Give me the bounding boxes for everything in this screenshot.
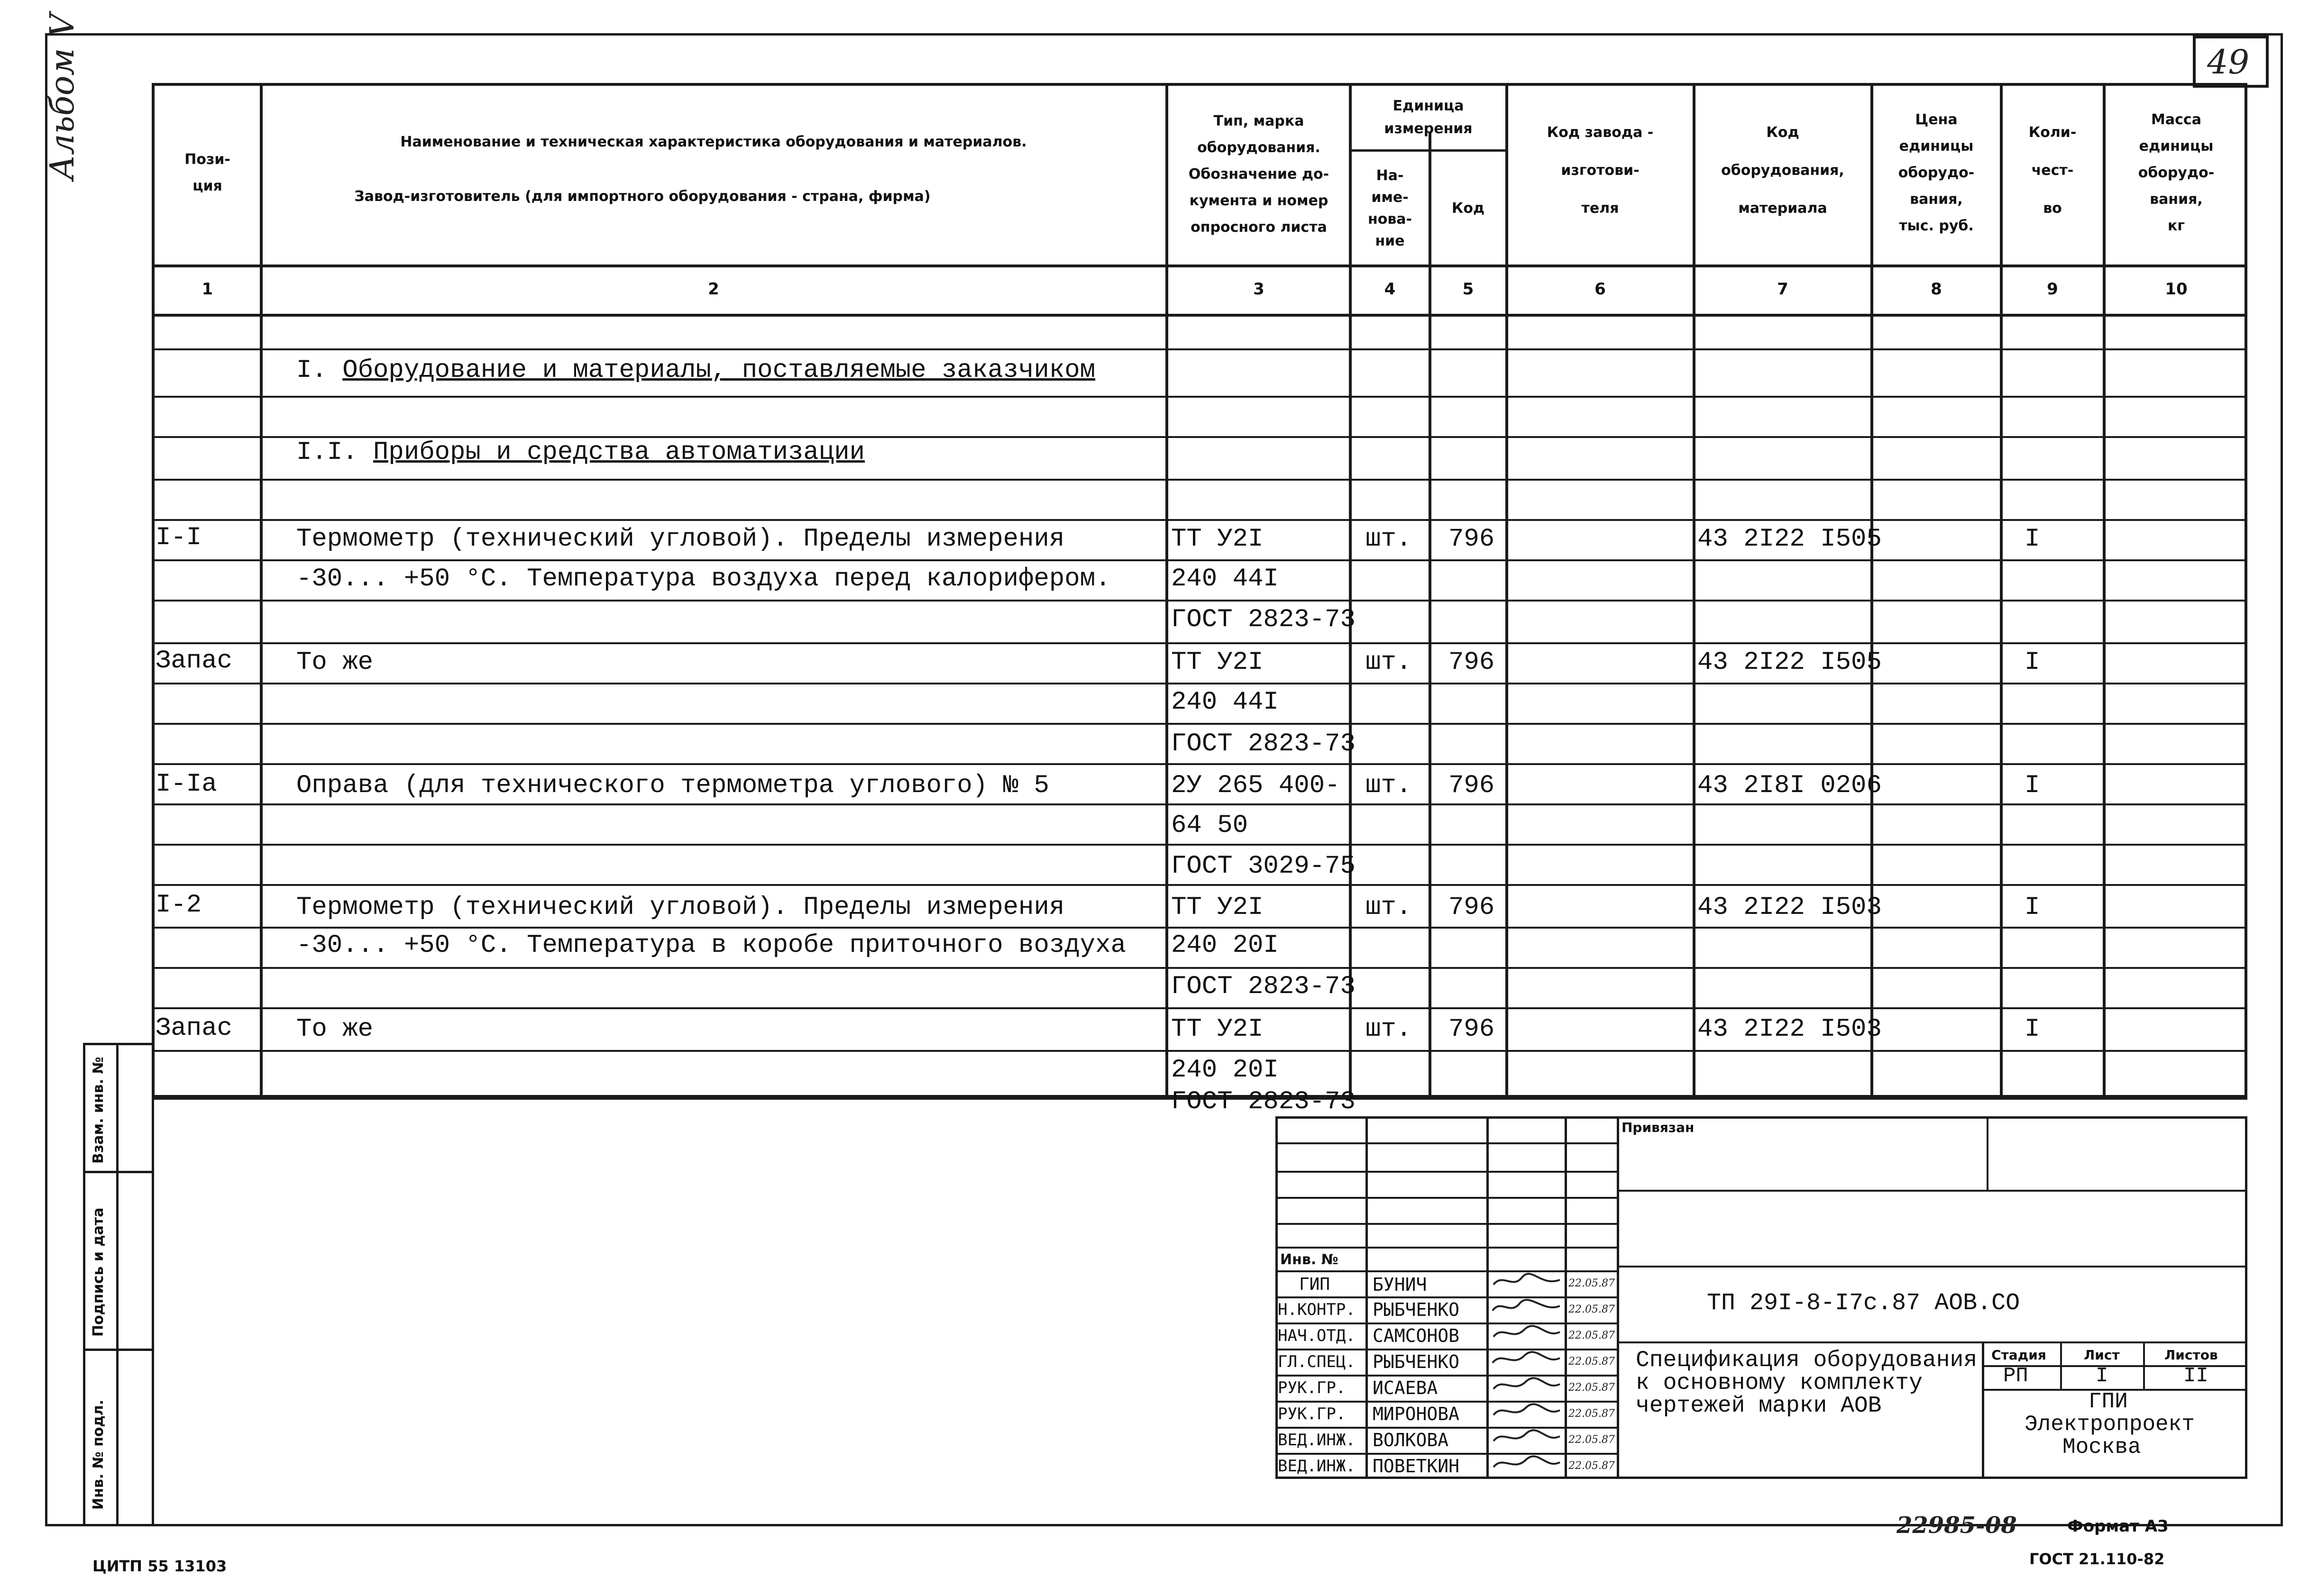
cinti-label: ЦИТП 55 13103 xyxy=(92,1557,227,1575)
person-date-3: 22.05.87 xyxy=(1568,1330,1615,1341)
col-number-6: 6 xyxy=(1594,280,1606,299)
person-role-3: НАЧ.ОТД. xyxy=(1278,1326,1356,1345)
section-1-1-title xyxy=(296,438,865,467)
row-3-name-line1: Оправа (для технического термометра углового) № 5 xyxy=(296,771,1049,800)
col-number-1: 1 xyxy=(202,280,213,299)
header-type: Тип, марка оборудования. Обозначение до- кумента и номер опросного листа xyxy=(1188,112,1329,236)
signature-2 xyxy=(1493,1300,1560,1311)
row-1-type-line2: 240 44I xyxy=(1171,565,1279,593)
row-3-type-line3: ГОСТ 3029-75 xyxy=(1171,852,1356,881)
row-5-equipment-code: 43 2I22 I503 xyxy=(1697,1015,1882,1044)
person-name-2: РЫБЧЕНКО xyxy=(1373,1299,1460,1320)
document-title-line1: Спецификация оборудования xyxy=(1636,1348,1978,1373)
person-name-3: САМСОНОВ xyxy=(1373,1325,1460,1346)
person-role-6: РУК.ГР. xyxy=(1278,1404,1346,1423)
row-3-unit-code: 796 xyxy=(1448,771,1495,800)
person-date-7: 22.05.87 xyxy=(1568,1434,1615,1446)
row-1-equipment-code: 43 2I22 I505 xyxy=(1697,525,1882,554)
person-name-8: ПОВЕТКИН xyxy=(1373,1456,1460,1477)
person-date-6: 22.05.87 xyxy=(1568,1408,1615,1420)
person-role-7: ВЕД.ИНЖ. xyxy=(1278,1431,1356,1450)
row-3-type-line2: 64 50 xyxy=(1171,811,1248,840)
row-1-name-line2: -30... +50 °C. Температура воздуха перед калорифером. xyxy=(296,565,1111,593)
col-number-3: 3 xyxy=(1253,280,1264,299)
privyazan-label: Привязан xyxy=(1622,1120,1695,1135)
col-number-9: 9 xyxy=(2047,280,2058,299)
header-factory-code: Код завода - изготови- теля xyxy=(1547,124,1654,217)
col-number-5: 5 xyxy=(1462,280,1474,299)
row-3-type-line1: 2У 265 400- xyxy=(1171,771,1340,800)
inv-no-label: Инв. № xyxy=(1280,1251,1338,1268)
row-2-equipment-code: 43 2I22 I505 xyxy=(1697,648,1882,677)
person-name-5: ИСАЕВА xyxy=(1373,1377,1438,1398)
org-line3: Москва xyxy=(2062,1435,2141,1459)
signature-3 xyxy=(1493,1326,1560,1337)
row-5-type-line2: 240 20I xyxy=(1171,1056,1279,1085)
album-label: Альбом V xyxy=(43,13,82,180)
person-date-5: 22.05.87 xyxy=(1568,1382,1615,1394)
header-name-line2: Завод-изготовитель (для импортного оборудования - страна, фирма) xyxy=(354,188,931,205)
person-date-8: 22.05.87 xyxy=(1568,1460,1615,1472)
signature-6 xyxy=(1493,1404,1560,1415)
row-2-unit: шт. xyxy=(1365,648,1412,677)
row-3-quantity: I xyxy=(2025,771,2040,800)
signature-7 xyxy=(1493,1430,1560,1441)
row-2-type-line1: ТТ У2I xyxy=(1171,648,1264,677)
row-4-name-line2: -30... +50 °C. Температура в коробе приточного воздуха xyxy=(296,931,1126,960)
header-name-line1: Наименование и техническая характеристика оборудования и материалов. xyxy=(400,134,1027,150)
row-5-unit-code: 796 xyxy=(1448,1015,1495,1044)
section-1-number: I. xyxy=(296,356,327,385)
signature-1 xyxy=(1493,1274,1560,1285)
header-equipment-code: Код оборудования, материала xyxy=(1721,124,1844,217)
sheet-value: I xyxy=(2096,1364,2108,1388)
format-label: Формат А3 xyxy=(2067,1517,2169,1536)
row-5-type-line1: ТТ У2I xyxy=(1171,1015,1264,1044)
row-3-unit: шт. xyxy=(1365,771,1412,800)
stage-header: Стадия xyxy=(1991,1347,2046,1363)
header-position: Пози- ция xyxy=(184,151,230,194)
row-4-type-line3: ГОСТ 2823-73 xyxy=(1171,972,1356,1001)
row-2-position: Запас xyxy=(156,647,233,675)
row-1-quantity: I xyxy=(2025,525,2040,554)
person-role-8: ВЕД.ИНЖ. xyxy=(1278,1457,1356,1476)
row-4-equipment-code: 43 2I22 I503 xyxy=(1697,893,1882,922)
col-number-4: 4 xyxy=(1384,280,1396,299)
row-1-type-line1: ТТ У2I xyxy=(1171,525,1264,554)
row-3-position: I-Ia xyxy=(156,770,217,799)
document-title-line2: к основному комплекту xyxy=(1636,1370,1923,1396)
signature-4 xyxy=(1493,1352,1560,1363)
section-1-1-label: Приборы и средства автоматизации xyxy=(373,438,865,467)
document-title-line3: чертежей марки АОВ xyxy=(1636,1393,1882,1419)
sheet-header: Лист xyxy=(2084,1347,2120,1363)
row-4-position: I-2 xyxy=(156,891,202,920)
row-3-equipment-code: 43 2I8I 0206 xyxy=(1697,771,1882,800)
row-2-type-line2: 240 44I xyxy=(1171,688,1279,717)
stage-value: РП xyxy=(2003,1364,2028,1388)
header-price: Цена единицы оборудо- вания, тыс. руб. xyxy=(1898,111,1975,234)
row-4-type-line1: ТТ У2I xyxy=(1171,893,1264,922)
row-1-type-line3: ГОСТ 2823-73 xyxy=(1171,605,1356,634)
person-date-2: 22.05.87 xyxy=(1568,1304,1615,1315)
sheets-header: Листов xyxy=(2164,1347,2218,1363)
row-4-type-line2: 240 20I xyxy=(1171,931,1279,960)
row-5-quantity: I xyxy=(2025,1015,2040,1044)
section-1-label: Оборудование и материалы, поставляемые заказчиком xyxy=(342,356,1096,385)
col-number-7: 7 xyxy=(1777,280,1788,299)
person-role-1: ГИП xyxy=(1299,1275,1330,1294)
org-line2: Электропроект xyxy=(2025,1412,2195,1437)
row-2-name-line1: То же xyxy=(296,648,374,677)
sheets-value: II xyxy=(2183,1364,2208,1388)
person-date-1: 22.05.87 xyxy=(1568,1277,1615,1289)
signatures xyxy=(1489,1270,1565,1479)
person-date-4: 22.05.87 xyxy=(1568,1356,1615,1368)
col-number-2: 2 xyxy=(708,280,719,299)
gost-bottom: ГОСТ 21.110-82 xyxy=(2029,1550,2165,1568)
row-1-unit-code: 796 xyxy=(1448,525,1495,554)
header-quantity: Коли- чест- во xyxy=(2028,124,2077,217)
row-1-unit: шт. xyxy=(1365,525,1412,554)
bottom-doc-number: 22985-08 xyxy=(1897,1512,2017,1539)
person-name-1: БУНИЧ xyxy=(1373,1274,1427,1295)
person-role-5: РУК.ГР. xyxy=(1278,1378,1346,1397)
signature-5 xyxy=(1493,1378,1560,1389)
header-unit: Единица измерения xyxy=(1384,97,1473,137)
section-1-title xyxy=(296,356,1095,385)
section-1-1-number: I.I. xyxy=(296,438,358,467)
signature-8 xyxy=(1493,1456,1560,1467)
side-podpis: Подпись и дата xyxy=(90,1207,107,1337)
col-number-10: 10 xyxy=(2165,280,2188,299)
header-unit-code: Код xyxy=(1451,200,1485,217)
header-mass: Масса единицы оборудо- вания, кг xyxy=(2138,111,2215,234)
row-4-unit: шт. xyxy=(1365,893,1412,922)
side-inv-podl: Инв. № подл. xyxy=(90,1399,107,1510)
row-2-quantity: I xyxy=(2025,648,2040,677)
person-name-7: ВОЛКОВА xyxy=(1373,1430,1449,1450)
row-4-name-line1: Термометр (технический угловой). Пределы измерения xyxy=(296,893,1065,922)
side-vzam: Взам. инв. № xyxy=(90,1057,107,1164)
person-name-6: МИРОНОВА xyxy=(1373,1404,1460,1424)
col-number-8: 8 xyxy=(1931,280,1942,299)
sheet-corner-number: 49 xyxy=(2207,43,2250,82)
row-1-name-line1: Термометр (технический угловой). Пределы измерения xyxy=(296,525,1065,554)
row-2-unit-code: 796 xyxy=(1448,648,1495,677)
row-2-type-line3: ГОСТ 2823-73 xyxy=(1171,730,1356,758)
org-line1: ГПИ xyxy=(2089,1389,2128,1414)
row-5-unit: шт. xyxy=(1365,1015,1412,1044)
header-unit-name: На- име- нова- ние xyxy=(1367,167,1412,249)
row-4-unit-code: 796 xyxy=(1448,893,1495,922)
document-code: ТП 29I-8-I7с.87 АОВ.СО xyxy=(1707,1290,2020,1317)
person-role-2: Н.КОНТР. xyxy=(1278,1300,1356,1319)
person-role-4: ГЛ.СПЕЦ. xyxy=(1278,1352,1356,1371)
row-5-type-line3: ГОСТ 2823-73 xyxy=(1171,1087,1356,1116)
row-4-quantity: I xyxy=(2025,893,2040,922)
person-name-4: РЫБЧЕНКО xyxy=(1373,1351,1460,1372)
row-5-name-line1: То же xyxy=(296,1015,374,1044)
row-1-position: I-I xyxy=(156,523,202,552)
row-5-position: Запас xyxy=(156,1014,233,1043)
